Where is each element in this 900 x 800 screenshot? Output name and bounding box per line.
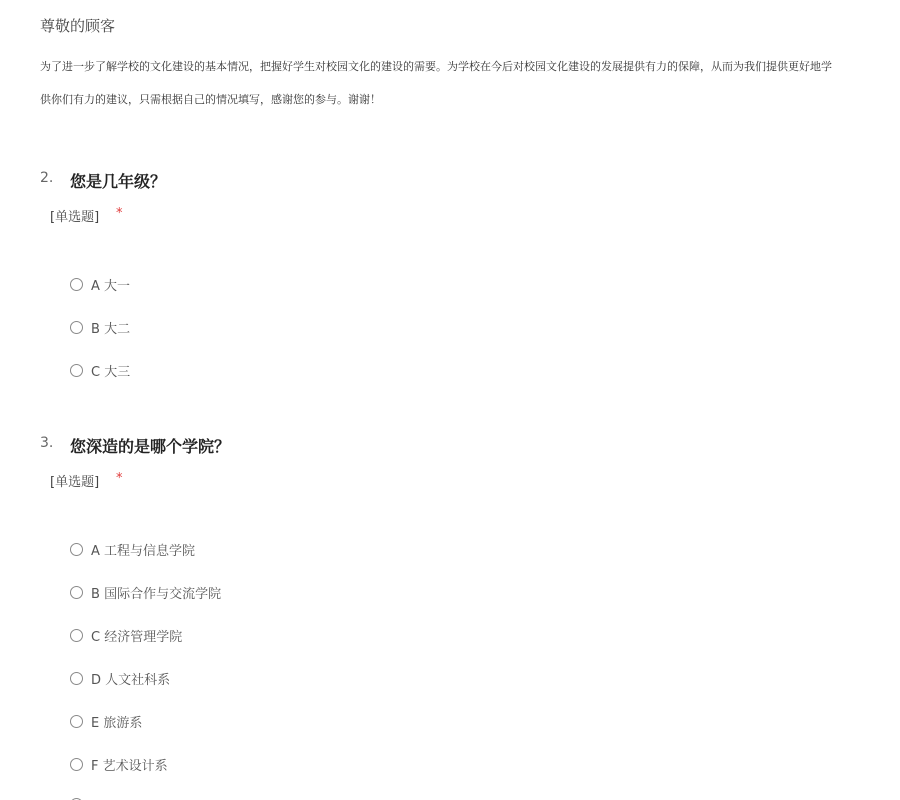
intro-text-line-2: 供你们有力的建议，只需根据自己的情况填写，感谢您的参与。谢谢！: [40, 93, 381, 106]
greeting-heading: 尊敬的顾客: [40, 17, 116, 35]
question-3-required-mark: *: [116, 471, 123, 486]
option-letter: F: [91, 758, 99, 774]
question-2-number: 2.: [40, 170, 54, 186]
question-2-option-c[interactable]: [70, 360, 130, 380]
option-letter: C: [91, 629, 101, 645]
option-letter: E: [91, 715, 100, 731]
option-letter: A: [91, 543, 100, 559]
intro-text-line-1: 为了进一步了解学校的文化建设的基本情况，把握好学生对校园文化的建设的需要。为学校在今后对校园文化建设的发展提供有力的保障，从而为我们提供更好地学: [40, 60, 832, 73]
option-label: 大二: [104, 321, 131, 337]
radio-button-icon[interactable]: [70, 758, 83, 771]
option-label: 人文社科系: [105, 672, 171, 688]
question-3-option-b[interactable]: [70, 582, 221, 602]
option-label: 国际合作与交流学院: [104, 586, 222, 602]
radio-button-icon[interactable]: [70, 672, 83, 685]
option-label: 旅游系: [103, 715, 143, 731]
radio-button-icon[interactable]: [70, 586, 83, 599]
radio-button-icon[interactable]: [70, 715, 83, 728]
radio-button-icon[interactable]: [70, 364, 83, 377]
option-letter: A: [91, 278, 100, 294]
option-label: 工程与信息学院: [104, 543, 196, 559]
radio-button-icon[interactable]: [70, 543, 83, 556]
question-3-type-label: [单选题]: [50, 475, 100, 490]
question-2-title: 您是几年级？: [70, 172, 167, 191]
option-label: 艺术设计系: [102, 758, 168, 774]
question-2-option-b[interactable]: [70, 317, 130, 337]
question-3-option-e[interactable]: [70, 711, 142, 731]
option-label: 大三: [104, 364, 131, 380]
question-3-option-next-partial[interactable]: [70, 794, 83, 800]
question-3-option-c[interactable]: [70, 625, 182, 645]
question-2-type-label: [单选题]: [50, 210, 100, 225]
option-letter: C: [91, 364, 101, 380]
radio-button-icon[interactable]: [70, 321, 83, 334]
radio-button-icon[interactable]: [70, 278, 83, 291]
question-2-required-mark: *: [116, 206, 123, 221]
question-3-option-f[interactable]: [70, 754, 168, 774]
option-letter: D: [91, 672, 102, 688]
question-3-option-a[interactable]: [70, 539, 195, 559]
option-label: 大一: [104, 278, 131, 294]
option-letter: B: [91, 586, 100, 602]
question-3-title: 您深造的是哪个学院？: [70, 437, 231, 456]
question-2-option-a[interactable]: [70, 274, 130, 294]
question-3-number: 3.: [40, 435, 54, 451]
option-label: 经济管理学院: [104, 629, 183, 645]
radio-button-icon[interactable]: [70, 629, 83, 642]
question-3-option-d[interactable]: [70, 668, 170, 688]
option-letter: B: [91, 321, 100, 337]
